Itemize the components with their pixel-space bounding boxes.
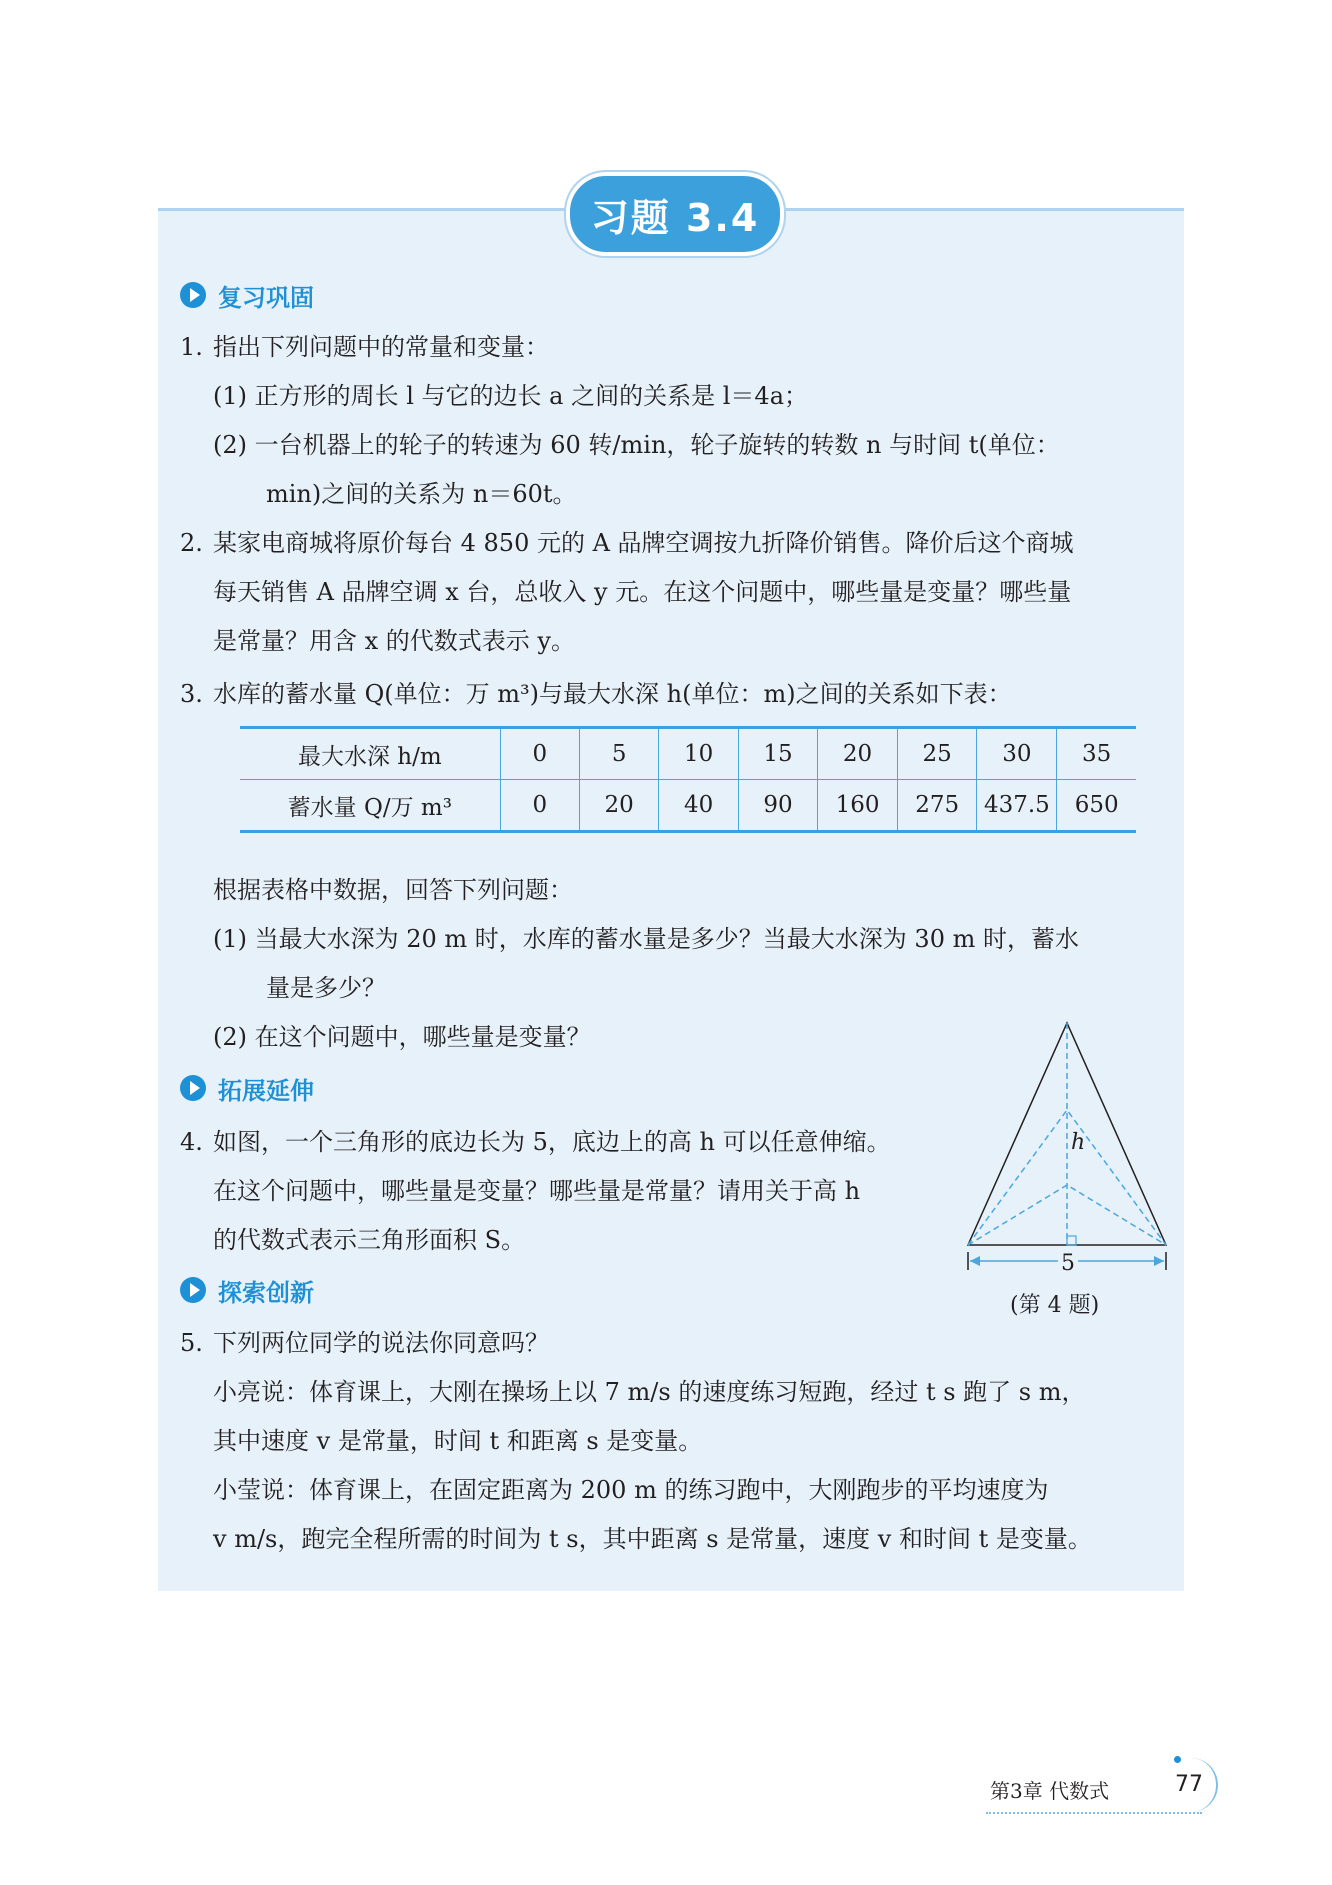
section-explore bbox=[180, 1272, 314, 1308]
q1-sub1: (1) 正方形的周长 l 与它的边长 a 之间的关系是 l＝4a； bbox=[213, 382, 809, 410]
section-extend bbox=[180, 1070, 314, 1106]
play-icon bbox=[180, 1075, 206, 1101]
section-explore-label: 探索创新 bbox=[218, 1278, 314, 1307]
table-row-header: 最大水深 h/m bbox=[240, 728, 500, 780]
table-cell: 160 bbox=[818, 780, 898, 832]
table-cell: 15 bbox=[738, 728, 817, 780]
exercise-title: 习题 3.4 bbox=[566, 172, 784, 256]
footer-chapter: 第3章 代数式 bbox=[990, 1779, 1110, 1803]
q4-line2: 在这个问题中，哪些量是变量？哪些量是常量？请用关于高 h bbox=[213, 1177, 861, 1205]
table-cell: 5 bbox=[579, 728, 658, 780]
table-cell: 275 bbox=[897, 780, 977, 832]
table-cell: 10 bbox=[659, 728, 738, 780]
table-cell: 437.5 bbox=[977, 780, 1057, 832]
figure-h-label: h bbox=[1071, 1130, 1086, 1155]
q5-text: 下列两位同学的说法你同意吗？ bbox=[213, 1329, 549, 1357]
section-extend-label: 拓展延伸 bbox=[218, 1076, 314, 1105]
triangle-figure bbox=[960, 1015, 1170, 1275]
table-cell: 35 bbox=[1057, 728, 1136, 780]
q5-a2: 其中速度 v 是常量，时间 t 和距离 s 是变量。 bbox=[213, 1427, 703, 1455]
table-row bbox=[240, 728, 1136, 780]
q3-sub1: (1) 当最大水深为 20 m 时，水库的蓄水量是多少？当最大水深为 30 m 时，蓄水 bbox=[213, 925, 1079, 953]
q1-sub2: (2) 一台机器上的轮子的转速为 60 转/min，轮子旋转的转数 n 与时间 t(单位： bbox=[213, 431, 1060, 459]
table-cell: 20 bbox=[818, 728, 898, 780]
q5-number: 5. bbox=[180, 1329, 203, 1357]
table-cell: 30 bbox=[977, 728, 1057, 780]
table-row-header: 蓄水量 Q/万 m³ bbox=[240, 780, 500, 832]
q3-number: 3. bbox=[180, 680, 203, 708]
table-cell: 0 bbox=[500, 728, 579, 780]
play-icon bbox=[180, 282, 206, 308]
section-review-label: 复习巩固 bbox=[218, 283, 314, 312]
q1-number: 1. bbox=[180, 333, 203, 361]
table-cell: 20 bbox=[579, 780, 658, 832]
table-cell: 40 bbox=[659, 780, 738, 832]
q5-b2: v m/s，跑完全程所需的时间为 t s，其中距离 s 是常量，速度 v 和时间 t 是变量。 bbox=[213, 1525, 1092, 1553]
table-cell: 25 bbox=[897, 728, 977, 780]
q3-sub2: (2) 在这个问题中，哪些量是变量？ bbox=[213, 1023, 591, 1051]
q5-b1: 小莹说：体育课上，在固定距离为 200 m 的练习跑中，大刚跑步的平均速度为 bbox=[213, 1476, 1049, 1504]
data-table bbox=[240, 726, 1136, 833]
q2-line2: 每天销售 A 品牌空调 x 台，总收入 y 元。在这个问题中，哪些量是变量？哪些量 bbox=[213, 578, 1072, 606]
q3-sub1-cont: 量是多少？ bbox=[266, 974, 386, 1002]
q2-line3: 是常量？用含 x 的代数式表示 y。 bbox=[213, 627, 575, 655]
q4-number: 4. bbox=[180, 1128, 203, 1156]
q1-text: 指出下列问题中的常量和变量： bbox=[213, 333, 549, 361]
q5-a1: 小亮说：体育课上，大刚在操场上以 7 m/s 的速度练习短跑，经过 t s 跑了 s m， bbox=[213, 1378, 1086, 1406]
q4-line3: 的代数式表示三角形面积 S。 bbox=[213, 1226, 526, 1254]
q4-line1: 如图，一个三角形的底边长为 5，底边上的高 h 可以任意伸缩。 bbox=[213, 1128, 891, 1156]
table-cell: 650 bbox=[1057, 780, 1136, 832]
footer-divider bbox=[986, 1812, 1202, 1814]
play-icon bbox=[180, 1277, 206, 1303]
figure-caption: (第 4 题) bbox=[1010, 1293, 1100, 1318]
q2-line1: 某家电商城将原价每台 4 850 元的 A 品牌空调按九折降价销售。降价后这个商城 bbox=[213, 529, 1074, 557]
table-row bbox=[240, 780, 1136, 832]
q2-number: 2. bbox=[180, 529, 203, 557]
q1-sub2-cont: min)之间的关系为 n＝60t。 bbox=[266, 480, 577, 508]
section-review bbox=[180, 277, 314, 313]
table-cell: 0 bbox=[500, 780, 579, 832]
table-cell: 90 bbox=[738, 780, 817, 832]
q3-intro: 根据表格中数据，回答下列问题： bbox=[213, 876, 573, 904]
page-number: 77 bbox=[1175, 1772, 1203, 1797]
q3-text: 水库的蓄水量 Q(单位：万 m³)与最大水深 h(单位：m)之间的关系如下表： bbox=[213, 680, 1012, 708]
figure-base-label: 5 bbox=[1061, 1251, 1075, 1275]
